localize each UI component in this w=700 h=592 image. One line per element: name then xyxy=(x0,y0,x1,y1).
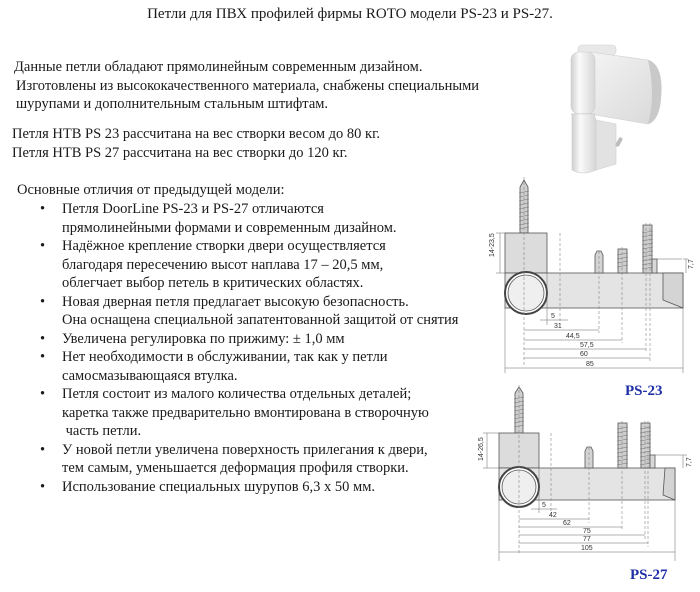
list-item xyxy=(38,293,458,330)
list-item-line: Нет необходимости в обслуживании, так как у петли xyxy=(62,349,388,365)
list-item xyxy=(38,200,458,237)
list-item-line: У новой петли увеличена поверхность прилегания к двери, xyxy=(62,441,428,458)
list-item-line: самосмазывающаяся втулка. xyxy=(62,367,238,384)
list-item-line: часть петли. xyxy=(62,423,142,439)
ps27-pin-dim: 7,7 xyxy=(686,457,693,467)
ps27-height-dim: 14-26,5 xyxy=(478,437,485,461)
differences-list xyxy=(38,200,458,496)
list-item-line: каретка также предварительно вмонтирована в створочную xyxy=(62,404,429,421)
intro-line: шурупами и дополнительным стальным штифтам. xyxy=(16,96,329,112)
list-item-line: Петля состоит из малого количества отдельных деталей; xyxy=(62,386,412,402)
intro-line: Изготовлены из высококачественного материала, снабжены специальными xyxy=(16,77,480,94)
bullet-icon: • xyxy=(40,349,46,365)
list-item-line: Она оснащена специальной запатентованной защитой от снятия xyxy=(62,312,459,328)
bullet-icon: • xyxy=(40,293,46,310)
bullet-icon: • xyxy=(40,201,46,217)
model-label-ps27: PS-27 xyxy=(630,567,668,583)
ps27-dim: 77 xyxy=(583,536,591,543)
differences-heading: Основные отличия от предыдущей модели: xyxy=(17,182,285,198)
ps27-dim: 75 xyxy=(583,528,591,535)
list-item xyxy=(38,385,458,441)
ps27-dim: 5 xyxy=(542,502,546,509)
weight-line-ps27: Петля НТВ PS 27 рассчитана на вес створки до 120 кг. xyxy=(12,144,348,161)
model-label-ps23: PS-23 xyxy=(625,383,663,399)
ps23-dim: 60 xyxy=(580,351,588,358)
bullet-icon: • xyxy=(40,386,46,402)
list-item-line: прямолинейными формами и современным дизайном. xyxy=(62,219,397,236)
list-item-line: Новая дверная петля предлагает высокую безопасность. xyxy=(62,293,409,310)
list-item-line: Увеличена регулировка по прижиму: ± 1,0 мм xyxy=(62,330,345,347)
bullet-icon: • xyxy=(40,238,46,254)
list-item-line: Надёжное крепление створки двери осуществляется xyxy=(62,238,386,254)
list-item-line: тем самым, уменьшается деформация профиля створки. xyxy=(62,460,409,476)
ps23-dim: 85 xyxy=(586,361,594,368)
hinge-product-photo xyxy=(548,40,688,175)
ps27-drawing xyxy=(475,385,700,565)
list-item xyxy=(38,348,458,385)
ps23-height-dim: 14-23,5 xyxy=(489,233,496,257)
ps23-dim: 31 xyxy=(554,323,562,330)
ps27-dim: 105 xyxy=(581,545,593,552)
weight-line-ps23: Петля НТВ PS 23 рассчитана на вес створки весом до 80 кг. xyxy=(12,126,381,142)
list-item xyxy=(38,478,458,497)
list-item-line: облегчает выбор петель в критических областях. xyxy=(62,275,364,291)
list-item-line: Использование специальных шурупов 6,3 х 50 мм. xyxy=(62,478,376,495)
ps27-dim: 42 xyxy=(549,512,557,519)
list-item xyxy=(38,330,458,349)
ps23-dim: 5 xyxy=(551,313,555,320)
list-item-line: Петля DoorLine PS-23 и PS-27 отличаются xyxy=(62,201,324,217)
list-item xyxy=(38,237,458,293)
weights-paragraph xyxy=(12,125,380,162)
ps23-drawing xyxy=(488,175,698,375)
page-title: Петли для ПВХ профилей фирмы ROTO модели PS-23 и PS-27. xyxy=(147,6,553,22)
list-item xyxy=(38,441,458,478)
bullet-icon: • xyxy=(40,441,46,458)
intro-line: Данные петли обладают прямолинейным современным дизайном. xyxy=(14,59,423,75)
intro-paragraph xyxy=(14,58,479,114)
ps27-dim: 62 xyxy=(563,520,571,527)
bullet-icon: • xyxy=(40,478,46,495)
list-item-line: благодаря пересечению высот наплава 17 – 20,5 мм, xyxy=(62,256,384,273)
bullet-icon: • xyxy=(40,330,46,347)
ps23-dim: 44,5 xyxy=(566,333,580,340)
ps23-pin-dim: 7,7 xyxy=(688,259,695,269)
ps23-dim: 57,5 xyxy=(580,342,594,349)
